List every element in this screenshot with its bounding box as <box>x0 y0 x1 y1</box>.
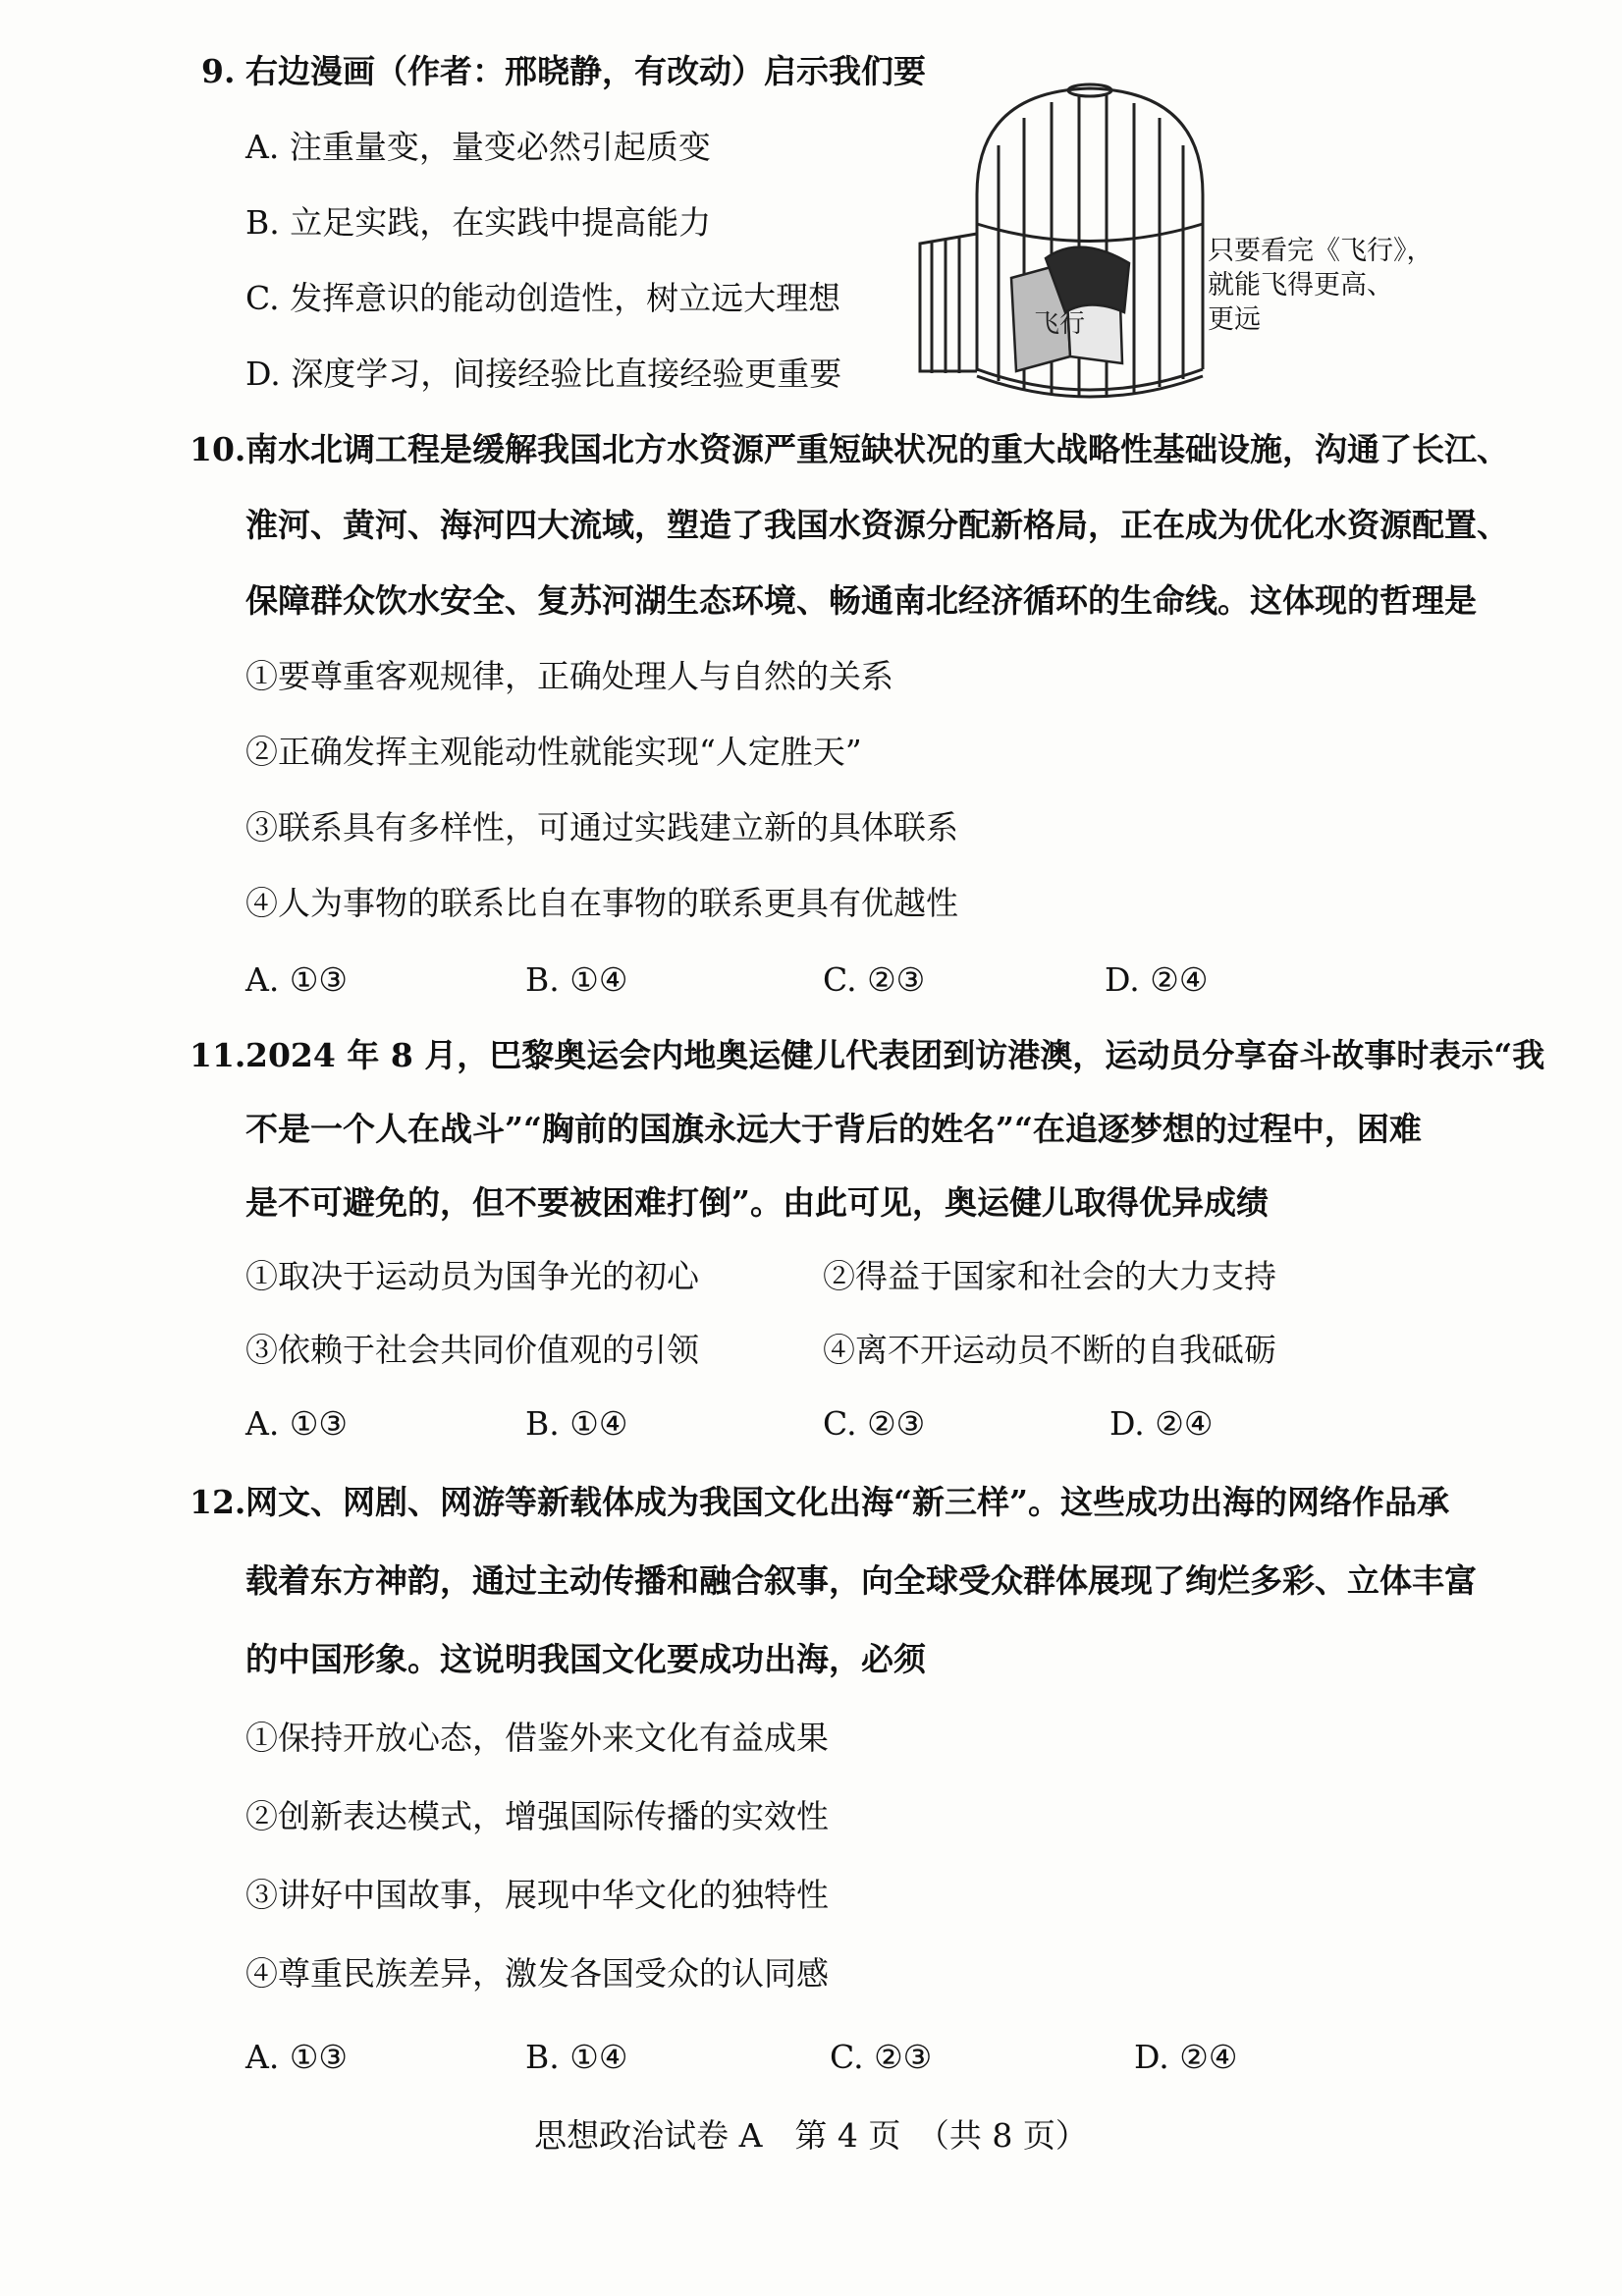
option-text: 注重量变，量变必然引起质变 <box>289 128 711 166</box>
choice-label: C. <box>823 1404 857 1443</box>
cartoon-speech-line: 就能飞得更高、 <box>1208 270 1393 301</box>
cartoon-speech-line: 只要看完《飞行》， <box>1208 236 1433 266</box>
choice-a <box>245 960 348 1000</box>
question-number: 11. <box>189 1036 246 1074</box>
option-label: A. <box>245 128 280 166</box>
book-title: 飞行 <box>1034 309 1086 339</box>
option-label: C. <box>245 279 280 317</box>
choice-text: ②④ <box>1155 1404 1214 1443</box>
choice-label: A. <box>245 1404 280 1443</box>
choice-a <box>245 1404 348 1444</box>
option-b <box>245 203 711 243</box>
question-stem-line: 不是一个人在战斗”“胸前的国旗永远大于背后的姓名”“在追逐梦想的过程中，困难 <box>245 1110 1422 1148</box>
option-label: B. <box>245 203 280 242</box>
choice-label: D. <box>1109 1404 1145 1443</box>
choice-d <box>1134 2038 1237 2077</box>
choice-text: ①③ <box>289 1404 348 1443</box>
choice-label: D. <box>1134 2038 1169 2076</box>
choice-text: ①④ <box>569 1404 628 1443</box>
choice-d <box>1109 1404 1213 1444</box>
statement-item: ①保持开放心态，借鉴外来文化有益成果 <box>245 1719 829 1757</box>
choice-label: A. <box>245 960 280 999</box>
option-text: 深度学习，间接经验比直接经验更重要 <box>291 355 842 393</box>
question-stem-line: 是不可避免的，但不要被困难打倒”。由此可见，奥运健儿取得优异成绩 <box>245 1183 1269 1222</box>
statement-item: ④离不开运动员不断的自我砥砺 <box>823 1331 1276 1369</box>
cartoon-speech-line: 更远 <box>1208 304 1261 335</box>
option-text: 发挥意识的能动创造性，树立远大理想 <box>290 279 841 317</box>
statement-item: ③联系具有多样性，可通过实践建立新的具体联系 <box>245 808 958 847</box>
option-text: 立足实践，在实践中提高能力 <box>290 203 712 242</box>
choice-text: ②④ <box>1179 2038 1238 2076</box>
choice-text: ①③ <box>289 2038 348 2076</box>
choice-c <box>830 2038 932 2077</box>
question-stem-line: 淮河、黄河、海河四大流域，塑造了我国水资源分配新格局，正在成为优化水资源配置、 <box>245 506 1509 544</box>
choice-label: D. <box>1105 960 1140 999</box>
option-label: D. <box>245 355 281 393</box>
choice-text: ②③ <box>874 2038 933 2076</box>
option-c <box>245 279 840 318</box>
choice-text: ②③ <box>867 1404 926 1443</box>
birdcage-cartoon-illustration <box>908 77 1222 410</box>
choice-text: ①④ <box>569 2038 628 2076</box>
choice-c <box>823 960 925 1000</box>
question-stem-line: 的中国形象。这说明我国文化要成功出海，必须 <box>245 1640 926 1678</box>
option-a <box>245 128 711 167</box>
statement-item: ④人为事物的联系比自在事物的联系更具有优越性 <box>245 884 958 922</box>
question-stem-line: 南水北调工程是缓解我国北方水资源严重短缺状况的重大战略性基础设施，沟通了长江、 <box>245 430 1509 468</box>
choice-label: B. <box>525 960 560 999</box>
question-number: 12. <box>189 1483 246 1521</box>
choice-text: ②③ <box>867 960 926 999</box>
question-stem-line: 载着东方神韵，通过主动传播和融合叙事，向全球受众群体展现了绚烂多彩、立体丰富 <box>245 1561 1477 1600</box>
choice-text: ①④ <box>569 960 628 999</box>
choice-text: ①③ <box>289 960 348 999</box>
question-stem-line: 网文、网剧、网游等新载体成为我国文化出海“新三样”。这些成功出海的网络作品承 <box>245 1483 1449 1521</box>
statement-item: ①取决于运动员为国争光的初心 <box>245 1257 699 1295</box>
choice-label: C. <box>823 960 857 999</box>
choice-d <box>1105 960 1208 1000</box>
statement-item: ③讲好中国故事，展现中华文化的独特性 <box>245 1876 829 1914</box>
choice-label: A. <box>245 2038 280 2076</box>
statement-item: ②得益于国家和社会的大力支持 <box>823 1257 1276 1295</box>
question-stem: 右边漫画（作者：邢晓静，有改动）启示我们要 <box>245 52 926 90</box>
choice-b <box>525 2038 627 2077</box>
choice-label: B. <box>525 2038 560 2076</box>
choice-c <box>823 1404 925 1444</box>
statement-item: ②创新表达模式，增强国际传播的实效性 <box>245 1797 829 1835</box>
statement-item: ②正确发挥主观能动性就能实现“人定胜天” <box>245 733 862 771</box>
page-footer: 思想政治试卷 A 第 4 页 （共 8 页） <box>534 2116 1088 2155</box>
question-number: 9. <box>201 52 236 90</box>
statement-item: ①要尊重客观规律，正确处理人与自然的关系 <box>245 657 893 695</box>
question-number: 10. <box>189 430 246 468</box>
choice-label: C. <box>830 2038 864 2076</box>
choice-b <box>525 1404 627 1444</box>
question-stem-line: 2024 年 8 月，巴黎奥运会内地奥运健儿代表团到访港澳，运动员分享奋斗故事时表示“我 <box>245 1036 1545 1074</box>
statement-item: ③依赖于社会共同价值观的引领 <box>245 1331 699 1369</box>
choice-label: B. <box>525 1404 560 1443</box>
statement-item: ④尊重民族差异，激发各国受众的认同感 <box>245 1954 829 1993</box>
question-stem-line: 保障群众饮水安全、复苏河湖生态环境、畅通南北经济循环的生命线。这体现的哲理是 <box>245 581 1477 620</box>
choice-b <box>525 960 627 1000</box>
choice-text: ②④ <box>1150 960 1209 999</box>
choice-a <box>245 2038 348 2077</box>
option-d <box>245 355 841 394</box>
